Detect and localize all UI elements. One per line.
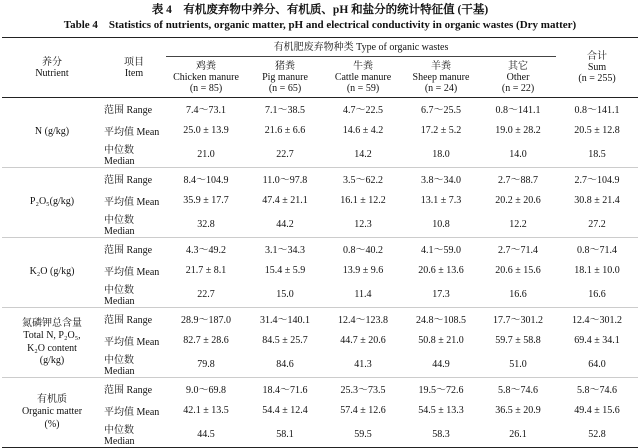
column-header-n: (n = 59) bbox=[346, 82, 380, 94]
value-cell: 16.6 bbox=[588, 288, 606, 300]
value-cell: 7.4～73.1 bbox=[186, 105, 226, 117]
nutrient-label bbox=[2, 168, 102, 238]
value-cell: 21.6 ± 6.6 bbox=[264, 124, 306, 136]
sum-header-cn: 合计 bbox=[587, 51, 608, 62]
value-cell: 30.8 ± 21.4 bbox=[574, 194, 620, 206]
nutrient-label-line: K₂O content bbox=[27, 342, 77, 354]
value-cell: 27.2 bbox=[588, 218, 606, 230]
table-row bbox=[2, 308, 638, 330]
value-cell: 59.7 ± 58.8 bbox=[495, 334, 541, 346]
column-header-n: (n = 24) bbox=[424, 82, 458, 94]
value-cell: 4.3～49.2 bbox=[166, 238, 246, 260]
item-label: 平均值 Mean bbox=[104, 126, 160, 138]
nutrient-label-line: (%) bbox=[44, 418, 60, 430]
column-header-n: (n = 65) bbox=[268, 82, 302, 94]
value-cell: 16.6 bbox=[509, 288, 527, 300]
value-cell: 13.9 ± 9.6 bbox=[342, 264, 384, 276]
value-cell: 0.8～40.2 bbox=[324, 238, 402, 260]
value-cell: 20.5 ± 12.8 bbox=[574, 124, 620, 136]
nutrient-header-en: Nutrient bbox=[35, 67, 69, 79]
value-cell: 21.0 bbox=[197, 148, 215, 160]
nutrient-label bbox=[2, 378, 102, 448]
column-header-cn: 羊粪 bbox=[431, 60, 451, 72]
value-cell: 3.8～34.0 bbox=[402, 168, 480, 190]
nutrient-label-line: (g/kg) bbox=[39, 355, 65, 366]
value-cell: 64.0 bbox=[588, 358, 606, 370]
item-label: 中位数 Median bbox=[104, 425, 135, 447]
value-cell: 57.4 ± 12.6 bbox=[340, 404, 386, 416]
value-cell: 20.6 ± 13.6 bbox=[418, 264, 464, 276]
value-cell: 12.4～123.8 bbox=[324, 308, 402, 330]
item-header bbox=[102, 38, 166, 98]
item-label: 平均值 Mean bbox=[104, 336, 160, 348]
sum-header bbox=[556, 38, 638, 98]
column-header bbox=[246, 57, 324, 98]
value-cell: 22.7 bbox=[276, 148, 294, 160]
column-header-cn: 牛粪 bbox=[353, 60, 373, 72]
value-cell: 5.8～74.6 bbox=[480, 378, 556, 400]
column-header-en: Sheep manure bbox=[412, 71, 470, 83]
value-cell: 16.1 ± 12.2 bbox=[340, 194, 386, 206]
column-header bbox=[480, 57, 556, 98]
nutrient-label-line: Total N, P₂O₅, bbox=[23, 330, 81, 341]
column-header-en: Other bbox=[506, 71, 530, 83]
value-cell: 19.5～72.6 bbox=[402, 378, 480, 400]
item-header-cn: 项目 bbox=[124, 56, 144, 68]
value-cell: 69.4 ± 34.1 bbox=[574, 334, 620, 346]
value-cell: 25.0 ± 13.9 bbox=[183, 124, 229, 136]
item-label: 范围 Range bbox=[102, 378, 166, 400]
value-cell: 10.8 bbox=[432, 218, 450, 230]
item-label: 平均值 Mean bbox=[104, 266, 160, 278]
value-cell: 4.1～59.0 bbox=[402, 238, 480, 260]
column-header bbox=[324, 57, 402, 98]
item-label: 范围 Range bbox=[102, 308, 166, 330]
value-cell: 18.0 bbox=[432, 148, 450, 160]
column-header bbox=[166, 57, 246, 98]
item-label: 中位数 Median bbox=[104, 355, 135, 377]
value-cell: 12.3 bbox=[354, 218, 372, 230]
nutrient-label bbox=[2, 308, 102, 378]
nutrient-label-line: N (g/kg) bbox=[34, 126, 70, 138]
value-cell: 58.3 bbox=[432, 428, 450, 440]
table-row bbox=[2, 378, 638, 400]
nutrient-header bbox=[2, 38, 102, 98]
value-cell: 7.1～38.5 bbox=[265, 105, 305, 117]
value-cell: 0.8～71.4 bbox=[556, 238, 638, 260]
value-cell: 54.5 ± 13.3 bbox=[418, 404, 464, 416]
value-cell: 44.9 bbox=[432, 358, 450, 370]
nutrient-header-cn: 养分 bbox=[42, 56, 62, 68]
value-cell: 15.4 ± 5.9 bbox=[264, 264, 306, 276]
value-cell: 14.0 bbox=[509, 148, 527, 160]
column-header-en: Chicken manure bbox=[173, 71, 239, 83]
nutrient-label bbox=[2, 98, 102, 168]
item-header-en: Item bbox=[124, 67, 144, 79]
value-cell: 14.2 bbox=[354, 148, 372, 160]
item-label: 中位数 Median bbox=[104, 145, 135, 167]
item-label: 范围 Range bbox=[102, 168, 166, 190]
table-title-cn: 表 4 有机废弃物中养分、有机质、pH 和盐分的统计特征值 (干基) bbox=[151, 4, 489, 16]
value-cell: 17.2 ± 5.2 bbox=[420, 124, 462, 136]
value-cell: 24.8～108.5 bbox=[402, 308, 480, 330]
value-cell: 17.3 bbox=[432, 288, 450, 300]
nutrient-label-line: 有机质 bbox=[37, 393, 67, 405]
value-cell: 59.5 bbox=[354, 428, 372, 440]
table-row bbox=[2, 98, 638, 120]
item-label: 范围 Range bbox=[102, 238, 166, 260]
value-cell: 2.7～88.7 bbox=[480, 168, 556, 190]
value-cell: 2.7～71.4 bbox=[480, 238, 556, 260]
value-cell: 54.4 ± 12.4 bbox=[262, 404, 308, 416]
value-cell: 11.0～97.8 bbox=[246, 168, 324, 190]
value-cell: 19.0 ± 28.2 bbox=[495, 124, 541, 136]
value-cell: 17.7～301.2 bbox=[480, 308, 556, 330]
statistics-table bbox=[2, 37, 638, 448]
value-cell: 84.5 ± 25.7 bbox=[262, 334, 308, 346]
item-label: 中位数 Median bbox=[104, 285, 135, 307]
value-cell: 0.8～141.1 bbox=[495, 105, 541, 117]
value-cell: 8.4～104.9 bbox=[166, 168, 246, 190]
value-cell: 79.8 bbox=[197, 358, 215, 370]
value-cell: 5.8～74.6 bbox=[556, 378, 638, 400]
table-row bbox=[2, 238, 638, 260]
item-label: 平均值 Mean bbox=[104, 406, 160, 418]
value-cell: 11.4 bbox=[354, 288, 372, 300]
value-cell: 18.5 bbox=[588, 148, 606, 160]
value-cell: 12.2 bbox=[509, 218, 527, 230]
column-header-cn: 其它 bbox=[508, 60, 529, 72]
value-cell: 22.7 bbox=[197, 288, 215, 300]
value-cell: 32.8 bbox=[197, 218, 215, 230]
value-cell: 14.6 ± 4.2 bbox=[342, 124, 384, 136]
value-cell: 21.7 ± 8.1 bbox=[185, 264, 227, 276]
sum-header-n: (n = 255) bbox=[578, 73, 616, 84]
value-cell: 2.7～104.9 bbox=[556, 168, 638, 190]
value-cell: 20.6 ± 15.6 bbox=[495, 264, 541, 276]
waste-type-group-header: 有机肥废弃物种类 Type of organic wastes bbox=[166, 38, 556, 57]
table-title-en: Table 4 Statistics of nutrients, organic matter, pH and electrical conductivity in organic wastes (Dry matter) bbox=[63, 19, 577, 31]
value-cell: 6.7～25.5 bbox=[421, 105, 461, 117]
value-cell: 20.2 ± 20.6 bbox=[495, 194, 541, 206]
value-cell: 12.4～301.2 bbox=[556, 308, 638, 330]
value-cell: 49.4 ± 15.6 bbox=[574, 404, 620, 416]
value-cell: 36.5 ± 20.9 bbox=[495, 404, 541, 416]
value-cell: 42.1 ± 13.5 bbox=[183, 404, 229, 416]
value-cell: 41.3 bbox=[354, 358, 372, 370]
column-header-n: (n = 22) bbox=[501, 82, 535, 94]
value-cell: 25.3～73.5 bbox=[324, 378, 402, 400]
item-label: 平均值 Mean bbox=[104, 196, 160, 208]
value-cell: 47.4 ± 21.1 bbox=[262, 194, 308, 206]
value-cell: 44.2 bbox=[276, 218, 294, 230]
value-cell: 26.1 bbox=[509, 428, 527, 440]
sum-header-en: Sum bbox=[587, 62, 607, 73]
nutrient-label-line: Organic matter bbox=[21, 406, 83, 418]
column-header-en: Cattle manure bbox=[334, 71, 392, 83]
value-cell: 44.5 bbox=[197, 428, 215, 440]
value-cell: 3.1～34.3 bbox=[246, 238, 324, 260]
value-cell: 9.0～69.8 bbox=[166, 378, 246, 400]
value-cell: 52.8 bbox=[588, 428, 606, 440]
value-cell: 51.0 bbox=[509, 358, 527, 370]
value-cell: 13.1 ± 7.3 bbox=[420, 194, 462, 206]
table-row bbox=[2, 168, 638, 190]
value-cell: 18.4～71.6 bbox=[246, 378, 324, 400]
value-cell: 44.7 ± 20.6 bbox=[340, 334, 386, 346]
value-cell: 50.8 ± 21.0 bbox=[418, 334, 464, 346]
value-cell: 31.4～140.1 bbox=[246, 308, 324, 330]
item-label: 中位数 Median bbox=[104, 215, 135, 237]
nutrient-label-line: 氮磷钾总含量 bbox=[22, 317, 82, 329]
column-header-cn: 鸡粪 bbox=[196, 60, 216, 72]
value-cell: 4.7～22.5 bbox=[343, 105, 383, 117]
value-cell: 15.0 bbox=[276, 288, 294, 300]
value-cell: 84.6 bbox=[276, 358, 294, 370]
value-cell: 0.8～141.1 bbox=[574, 105, 620, 117]
value-cell: 82.7 ± 28.6 bbox=[183, 334, 229, 346]
column-header bbox=[402, 57, 480, 98]
value-cell: 35.9 ± 17.7 bbox=[183, 194, 229, 206]
nutrient-label-line: K₂O (g/kg) bbox=[29, 266, 75, 278]
column-header-n: (n = 85) bbox=[189, 82, 223, 94]
value-cell: 28.9～187.0 bbox=[166, 308, 246, 330]
item-label: 范围 Range bbox=[104, 105, 153, 117]
nutrient-label bbox=[2, 238, 102, 308]
column-header-cn: 猪粪 bbox=[275, 60, 295, 72]
value-cell: 18.1 ± 10.0 bbox=[574, 264, 620, 276]
value-cell: 3.5～62.2 bbox=[324, 168, 402, 190]
value-cell: 58.1 bbox=[276, 428, 294, 440]
table-header bbox=[2, 38, 638, 98]
nutrient-label-line: P₂O₅(g/kg) bbox=[29, 196, 75, 208]
column-header-en: Pig manure bbox=[262, 71, 308, 83]
table-body bbox=[2, 98, 638, 448]
